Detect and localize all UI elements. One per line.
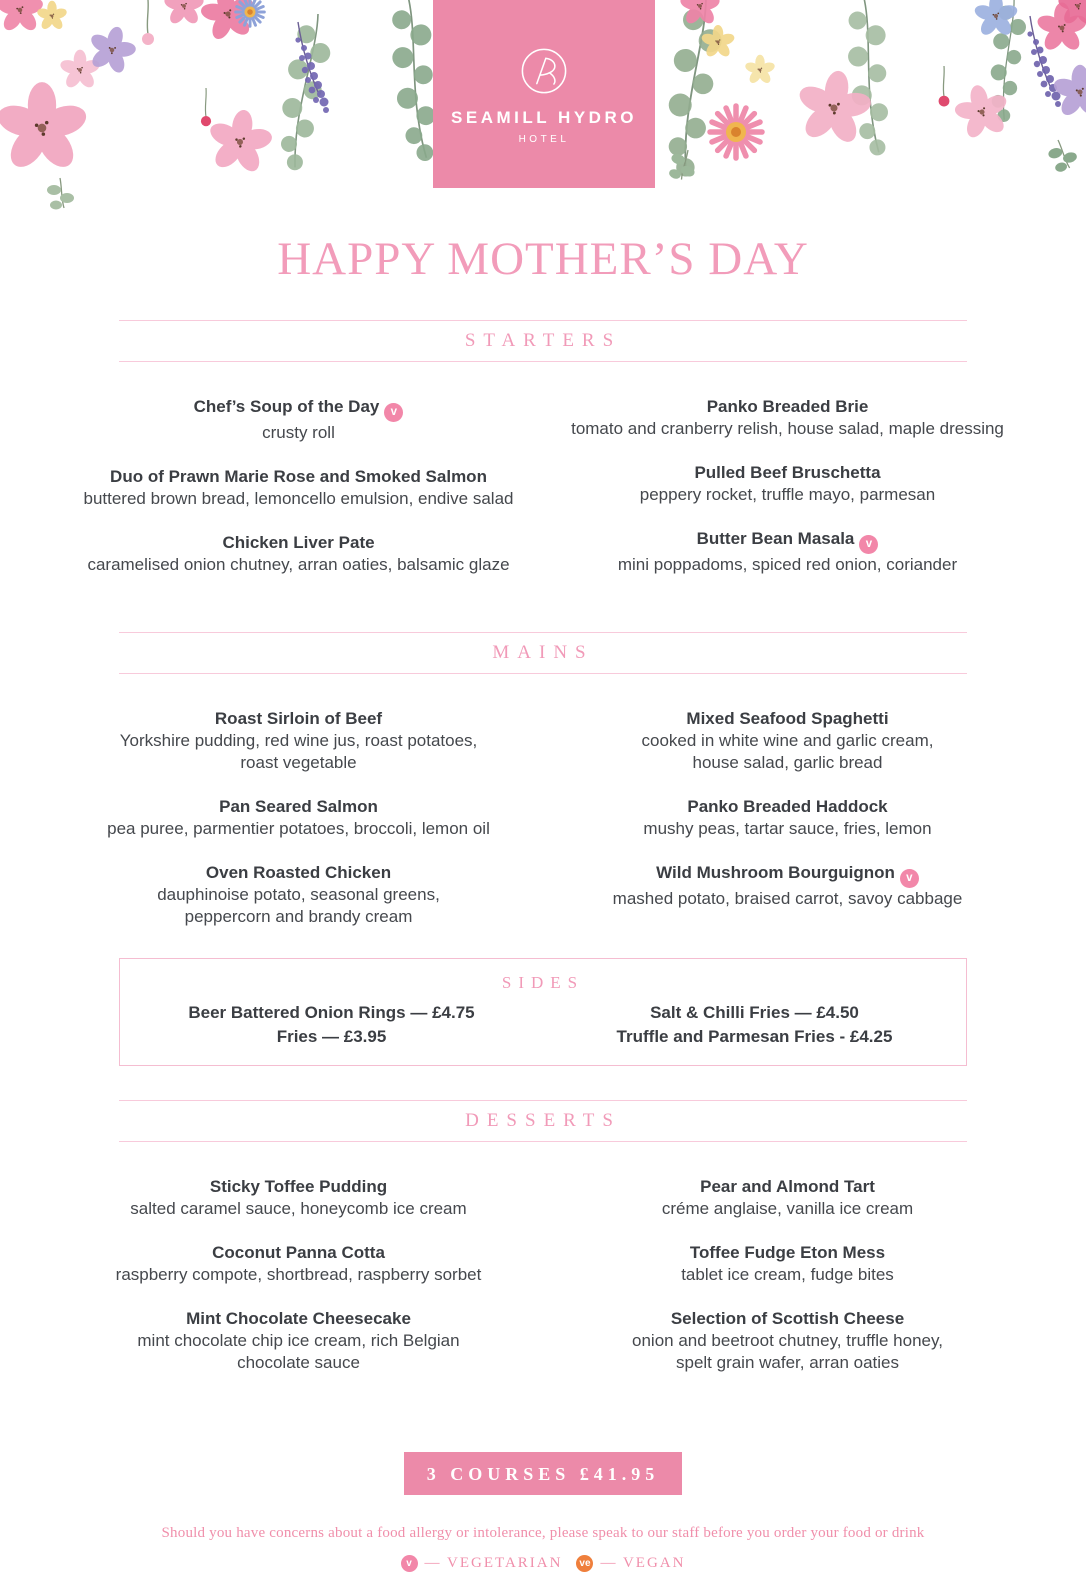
item-description: peppery rocket, truffle mayo, parmesan [639,484,936,504]
legend-label: — VEGETARIAN [424,1554,563,1571]
section-title: MAINS [492,641,594,663]
item-description: dauphinoise potato, seasonal greens, peppercorn and brandy cream [157,884,440,926]
menu-item [54,796,543,840]
menu-column-left [54,708,543,950]
menu-item [54,1176,543,1220]
section-header-desserts [119,1100,967,1142]
menu-column-right [543,1176,1032,1396]
item-description: crusty roll [262,422,335,442]
item-name: Coconut Panna Cotta [212,1242,385,1262]
item-name: Selection of Scottish Cheese [670,1308,905,1328]
mains-grid [54,708,1032,950]
item-description: mushy peas, tartar sauce, fries, lemon [643,818,932,838]
brand-subtitle: HOTEL [518,133,570,145]
menu-item [54,1242,543,1286]
menu-item [543,708,1032,774]
menu-item [54,532,543,576]
side-item: Truffle and Parmesan Fries - £4.25 [616,1026,893,1046]
item-name: Oven Roasted Chicken [205,862,392,882]
menu-item [543,1308,1032,1374]
item-name: Sticky Toffee Pudding [209,1176,388,1196]
menu-item [543,796,1032,840]
side-item: Fries — £3.95 [276,1026,387,1046]
menu-item [54,396,543,444]
brand-logo-box [433,0,655,188]
item-description: caramelised onion chutney, arran oaties, balsamic glaze [87,554,510,574]
item-name: Mixed Seafood Spaghetti [686,708,889,728]
menu-item [54,466,543,510]
legend-item-v [401,1555,563,1572]
item-description: raspberry compote, shortbread, raspberry sorbet [115,1264,482,1284]
item-description: pea puree, parmentier potatoes, broccoli, lemon oil [107,818,490,838]
section-desserts [54,1100,1032,1396]
menu-item [543,528,1032,576]
item-name: Toffee Fudge Eton Mess [689,1242,886,1262]
sides-grid [120,1001,966,1049]
item-description: mashed potato, braised carrot, savoy cabbage [612,888,963,908]
starters-grid [54,396,1032,598]
floral-header [0,0,1086,212]
legend-label: — VEGAN [600,1554,686,1571]
diet-badge-v: v [859,535,878,554]
menu-item [543,1242,1032,1286]
sides-column-right [543,1001,966,1049]
item-name: Mint Chocolate Cheesecake [186,1308,411,1328]
diet-badge-v: v [401,1555,418,1572]
section-title: STARTERS [464,329,622,351]
item-description: créme anglaise, vanilla ice cream [661,1198,914,1218]
diet-badge-ve: ve [576,1555,593,1572]
item-description: Yorkshire pudding, red wine jus, roast potatoes, roast vegetable [119,730,478,772]
item-name: Butter Bean Masala v [543,528,1032,554]
item-description: mini poppadoms, spiced red onion, coriander [617,554,958,574]
menu-column-left [54,396,543,598]
allergy-notice: Should you have concerns about a food allergy or intolerance, please speak to our staff before you order your food or drink [161,1524,925,1541]
item-description: salted caramel sauce, honeycomb ice cream [130,1198,467,1218]
menu-item [543,862,1032,910]
menu-item [54,862,543,928]
item-description: buttered brown bread, lemoncello emulsion, endive salad [83,488,514,508]
section-starters [54,320,1032,598]
item-description: tomato and cranberry relish, house salad, maple dressing [571,418,1004,438]
item-description: tablet ice cream, fudge bites [681,1264,894,1284]
item-name: Pulled Beef Bruschetta [694,462,881,482]
item-description: mint chocolate chip ice cream, rich Belgian chocolate sauce [137,1330,460,1372]
diet-badge-v: v [384,403,403,422]
desserts-grid [54,1176,1032,1396]
menu-column-right [543,396,1032,598]
legend-item-ve [576,1555,685,1572]
section-header-starters [119,320,967,362]
item-name: Roast Sirloin of Beef [214,708,383,728]
section-mains [54,632,1032,950]
section-title: SIDES [501,972,585,992]
item-name: Panko Breaded Haddock [687,796,888,816]
item-name: Duo of Prawn Marie Rose and Smoked Salmon [110,466,487,486]
item-name: Chicken Liver Pate [222,532,375,552]
item-name: Wild Mushroom Bourguignon v [543,862,1032,888]
item-description: onion and beetroot chutney, truffle honey, spelt grain wafer, arran oaties [632,1330,943,1372]
side-item: Beer Battered Onion Rings — £4.75 [188,1002,475,1022]
item-name: Panko Breaded Brie [706,396,869,416]
side-item: Salt & Chilli Fries — £4.50 [650,1002,859,1022]
diet-badge-v: v [900,869,919,888]
section-sides [119,958,967,1066]
section-title: DESSERTS [465,1109,621,1131]
item-name: Pear and Almond Tart [700,1176,875,1196]
menu-item [543,396,1032,440]
item-description: cooked in white wine and garlic cream, house salad, garlic bread [641,730,934,772]
price-banner: 3 COURSES £41.95 [404,1452,682,1495]
section-header-mains [119,632,967,674]
menu-item [54,1308,543,1374]
menu-item [54,708,543,774]
brand-monogram-icon [517,44,571,98]
diet-legend [0,1555,1086,1572]
sides-column-left [120,1001,543,1049]
menu-item [543,1176,1032,1220]
item-name: Chef’s Soup of the Day v [54,396,543,422]
page-title: HAPPY MOTHER’S DAY [277,233,809,285]
brand-name: SEAMILL HYDRO [451,107,637,127]
menu-column-left [54,1176,543,1396]
item-name: Pan Seared Salmon [219,796,378,816]
menu-item [543,462,1032,506]
menu-column-right [543,708,1032,950]
